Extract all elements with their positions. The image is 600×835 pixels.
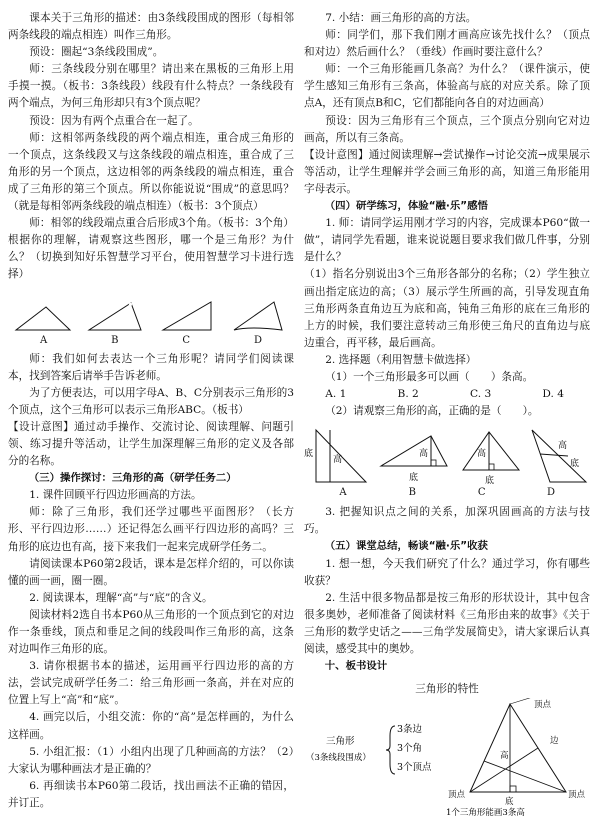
base-label: 底 xyxy=(304,449,314,460)
option: A. 1 xyxy=(325,388,347,401)
board-item: 3个顶点 xyxy=(397,762,432,774)
paragraph: 课本关于三角形的描述：由3条线段围成的图形（每相邻两条线段的端点相连）叫作三角形。 xyxy=(8,12,294,42)
paragraph: 3. 把握知识点之间的关系，加深巩固画高的方法与技巧。 xyxy=(304,506,590,536)
blackboard-diagram xyxy=(304,698,594,818)
figure-label: B xyxy=(111,334,119,346)
paragraph: 7. 小结：画三角形的高的方法。 xyxy=(325,12,477,24)
height-figures xyxy=(304,424,590,486)
edge-label: 边 xyxy=(550,736,559,747)
paragraph: 2. 阅读课本，理解“高”与“底”的含义。 xyxy=(29,591,213,604)
base-label: 底 xyxy=(505,797,514,808)
paragraph: 师：相邻的线段端点重合后形成3个角。（板书：3个角）根据你的理解，请观察这些图形，哪一个是三角形？为什么？（切换到知好乐智慧学习平台，使用智慧学习卡进行选择） xyxy=(8,217,294,281)
vertex-label: 顶点 xyxy=(568,790,586,801)
figure-b xyxy=(85,300,145,334)
height-figure-labels xyxy=(304,486,590,500)
board-name: 三角形 xyxy=(326,736,355,748)
paragraph: 师：这相邻两条线段的两个端点相连，重合成三角形的一个顶点，这条线段又与这条线段的端点相连，重合成了三角形的另一个顶点，这边相邻的两条线段的端点相连，重合成了三角形的第三个顶点。所以你能说说“围成”的意思吗？（就是每相邻两条线段的端点相连）（板书：3个顶点） xyxy=(8,131,294,213)
paragraph: 1. 师：请同学运用刚才学习的内容，完成课本P60“做一做”，请同学先看题，谁来说说题目要求我们做几件事，分别是什么？ xyxy=(304,217,590,264)
figure-label: A xyxy=(339,487,347,499)
design-intent: 【设计意图】通过动手操作、交流讨论、阅读理解、问题引领、练习提升等活动，让学生加深理解三角形的定义及各部分的名称。 xyxy=(8,420,294,468)
blackboard-design xyxy=(304,698,590,818)
height-label: 高 xyxy=(557,441,567,452)
board-item: 3个角 xyxy=(397,743,423,755)
figure-label: C xyxy=(477,487,486,499)
paragraph: 师：我们如何去表达一个三角形呢？请同学们阅读课本，找到答案后请举手告诉老师。 xyxy=(8,352,294,382)
right-column xyxy=(304,10,590,818)
figure-labels xyxy=(8,334,294,348)
height-figure-b xyxy=(379,426,449,486)
section-heading: （四）研学练习，体验“融·乐”感悟 xyxy=(324,200,488,213)
paragraph: 2. 选择题（利用智慧卡做选择） xyxy=(325,353,477,366)
figure-d xyxy=(228,298,288,334)
board-item: 3条边 xyxy=(397,724,423,736)
figure-label: A xyxy=(39,334,48,346)
base-label: 底 xyxy=(409,473,419,484)
paragraph: 请阅读课本P60第2段话，课本是怎样介绍的，可以你读懂的画一画，圈一圈。 xyxy=(8,557,294,587)
paragraph: 1. 课件回顾平行四边形画高的方法。 xyxy=(29,489,202,502)
section-heading: （五）课堂总结，畅谈“融·乐”收获 xyxy=(324,540,488,553)
paragraph: 预设：圈起“3条线段围成”。 xyxy=(29,46,164,59)
design-intent: 【设计意图】通过阅读理解→尝试操作→讨论交流→成果展示等活动，让学生理解并学会画三角形的高，知道三角形能用字母表示。 xyxy=(304,148,590,195)
paragraph: 4. 画完以后，小组交流：你的“高”是怎样画的，为什么这样画。 xyxy=(8,711,294,741)
section-heading: 十、板书设计 xyxy=(324,660,388,673)
board-title: 三角形的特性 xyxy=(415,683,479,696)
section-heading: （三）操作探讨：三角形的高（研学任务二） xyxy=(28,472,237,485)
figure-label: B xyxy=(408,487,416,499)
height-label: 高 xyxy=(476,449,486,460)
vertex-label: 顶点 xyxy=(534,700,552,711)
brace-icon xyxy=(386,726,395,774)
figure-label: D xyxy=(546,487,555,499)
board-triangle xyxy=(470,704,566,792)
height-label: 高 xyxy=(333,455,343,466)
answer-options xyxy=(304,386,590,403)
figure-a xyxy=(14,304,74,334)
paragraph: 预设：因为有两个点重合在一起了。 xyxy=(29,114,199,127)
figure-label: D xyxy=(253,334,262,346)
paragraph: 师：除了三角形，我们还学过哪些平面图形？（长方形、平行四边形……）还记得怎么画平行四边形的高吗？三角形的底边也有高，接下来我们一起来完成研学任务二。 xyxy=(8,506,294,553)
paragraph: 3. 请你根据书本的描述，运用画平行四边形的高的方法，尝试完成研学任务二：给三角形画一条高，并在对应的位置上写上“高”和“底”。 xyxy=(8,660,294,707)
height-figure-a xyxy=(304,426,370,486)
height-label: 高 xyxy=(500,751,509,762)
left-column xyxy=(8,10,294,812)
option: B. 2 xyxy=(397,388,419,401)
paragraph: 2. 生活中很多物品都是按三角形的形状设计，其中包含很多奥妙，老师准备了阅读材料《三角形由来的故事》《关于三角形的数学史话之——三角学发展简史》，请大家课后认真阅读，感受其中的奥妙。 xyxy=(304,591,590,655)
figure-c xyxy=(157,298,217,334)
board-definition: （3条线段围成） xyxy=(306,753,371,764)
paragraph: 阅读材料2选自书本P60从三角形的一个顶点到它的对边作一条垂线，顶点和垂足之间的线段叫作三角形的高，这条对边叫作三角形的底。 xyxy=(8,608,294,656)
figure-label: C xyxy=(182,334,191,346)
paragraph: 预设：因为三角形有三个顶点，三个顶点分别向它对边画高，所以有三条高。 xyxy=(304,114,590,144)
paragraph: 6. 再细读书本P60第二段话，找出画法不正确的错因，并订正。 xyxy=(8,779,294,809)
question: （2）请观察三角形的高，正确的是（ ）。 xyxy=(325,405,539,418)
height-figure-c xyxy=(459,426,521,486)
option: C. 3 xyxy=(470,388,492,401)
paragraph: 师：同学们，那下我们刚才画高应该先找什么？（顶点和对边）然后画什么？（垂线）作画时要注意什么？ xyxy=(304,29,590,59)
paragraph: 师：三条线段分别在哪里？请出来在黑板的三角形上用手摸一摸。（板书：3条线段）线段有什么特点？一条线段有两个端点，为何三角形却只有3个顶点呢？ xyxy=(8,63,294,110)
board-caption: 1个三角形能画3条高 xyxy=(446,808,525,819)
paragraph: 5. 小组汇报：（1）小组内出现了几种画高的方法？（2）大家认为哪种画法才是正确的？ xyxy=(8,745,294,775)
vertex-label: 顶点 xyxy=(448,790,466,801)
paragraph: 为了方便表达，可以用字母A、B、C分别表示三角形的3个顶点，这个三角形可以表示三角形ABC。（板书） xyxy=(8,386,294,416)
paragraph: 师：一个三角形能画几条高？为什么？（课件演示，使学生感知三角形有三条高，体验高与底的对应关系。除了顶点A，还有顶点B和C，它们都能向各自的对边画高） xyxy=(304,63,590,110)
height-figure-d xyxy=(530,426,590,486)
base-label: 底 xyxy=(569,459,579,470)
option: D. 4 xyxy=(542,388,564,401)
shape-figures xyxy=(8,286,294,334)
base-label: 底 xyxy=(484,476,494,487)
paragraph: （1）指名分别说出3个三角形各部分的名称；（2）学生独立画出指定底边的高；（3）展示学生所画的高，引导发现直角三角形两条直角边互为底和高，钝角三角形的底在三角形的上方的时候，我们要注意转动三角形使三角尺的直角边与底边重合，再平移，最后画高。 xyxy=(304,268,590,349)
height-label: 高 xyxy=(419,449,429,460)
paragraph: 1. 想一想，今天我们研究了什么？通过学习，你有哪些收获？ xyxy=(304,557,590,587)
question: （1）一个三角形最多可以画（ ）条高。 xyxy=(325,370,534,383)
